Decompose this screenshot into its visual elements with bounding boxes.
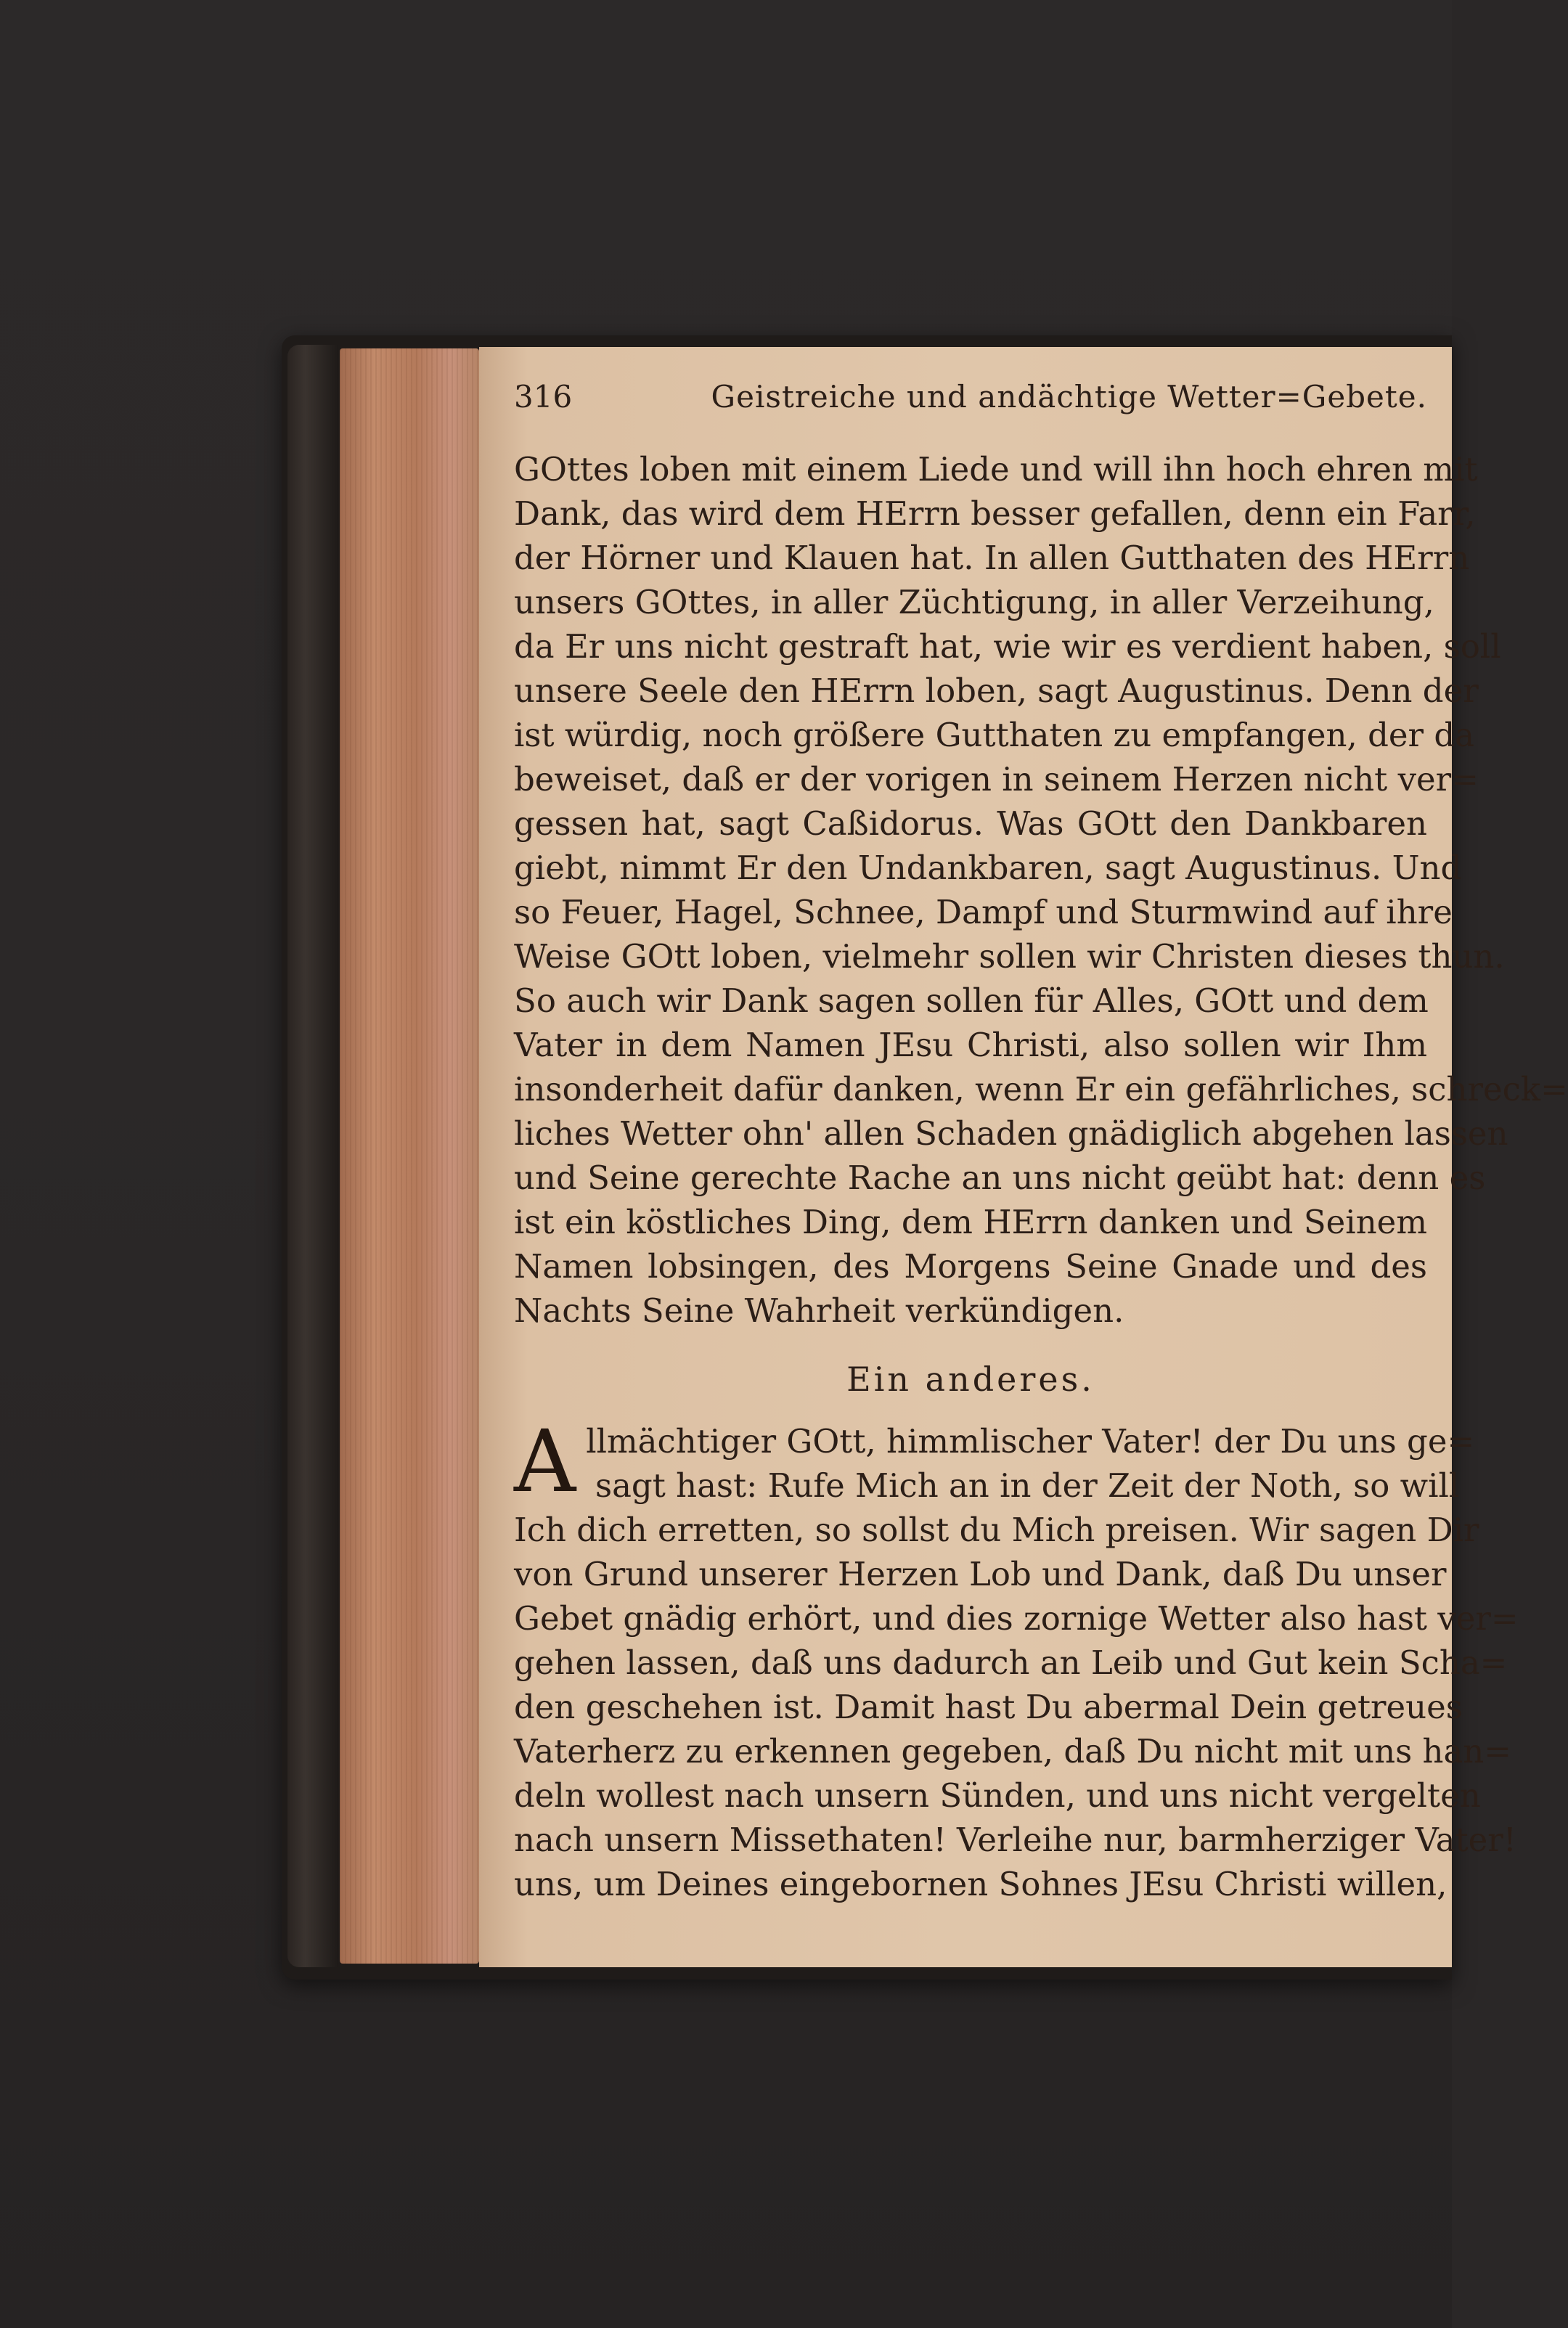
text-line: llmächtiger GOtt, himmlischer Vater! der Du uns ge= [586, 1422, 1475, 1461]
text-line: GOttes loben mit einem Liede und will ihn hoch ehren mit [514, 450, 1478, 489]
section-heading: Ein anderes. [846, 1360, 1095, 1399]
text-line: insonderheit dafür danken, wenn Er ein gefährliches, schreck= [514, 1070, 1568, 1108]
page-number: 316 [514, 379, 573, 414]
text-line: uns, um Deines eingebornen Sohnes JEsu Christi willen, [514, 1865, 1447, 1903]
text-line: Dank, das wird dem HErrn besser gefallen, denn ein Farr, [514, 494, 1476, 533]
text-line: ist würdig, noch größere Gutthaten zu empfangen, der da [514, 716, 1474, 754]
text-line: da Er uns nicht gestraft hat, wie wir es verdient haben, soll [514, 627, 1501, 666]
text-line: der Hörner und Klauen hat. In allen Gutthaten des HErrn [514, 539, 1470, 577]
text-line: Nachts Seine Wahrheit verkündigen. [514, 1291, 1124, 1330]
text-line: und Seine gerechte Rache an uns nicht geübt hat: denn es [514, 1159, 1486, 1197]
text-line: nach unsern Missethaten! Verleihe nur, barmherziger Vater! [514, 1821, 1516, 1859]
prayer-paragraph [514, 1411, 1519, 1906]
text-line: ist ein köstliches Ding, dem HErrn danken und Seinem [514, 1203, 1427, 1241]
book-page [479, 347, 1568, 1967]
text-line: Ich dich erretten, so sollst du Mich preisen. Wir sagen Dir [514, 1511, 1479, 1549]
text-line: unsers GOttes, in aller Züchtigung, in aller Verzeihung, [514, 583, 1434, 621]
text-line: von Grund unserer Herzen Lob und Dank, daß Du unser [514, 1555, 1447, 1593]
text-line: Weise GOtt loben, vielmehr sollen wir Christen dieses thun. [514, 937, 1505, 976]
text-line: so Feuer, Hagel, Schnee, Dampf und Sturmwind auf ihre [514, 893, 1453, 931]
text-line: So auch wir Dank sagen sollen für Alles, GOtt und dem [514, 981, 1429, 1020]
page-body [514, 447, 1568, 1906]
running-title: Geistreiche und andächtige Wetter=Gebete. [711, 379, 1427, 414]
drop-cap: A [514, 1411, 576, 1511]
text-line: Vaterherz zu erkennen gegeben, daß Du nicht mit uns han= [514, 1732, 1511, 1770]
text-line: deln wollest nach unsern Sünden, und uns nicht vergelten [514, 1776, 1481, 1815]
text-line: Gebet gnädig erhört, und dies zornige Wetter also hast ver= [514, 1599, 1519, 1638]
text-line: sagt hast: Rufe Mich an in der Zeit der Noth, so will [595, 1466, 1460, 1505]
text-line: gehen lassen, daß uns dadurch an Leib und Gut kein Scha= [514, 1643, 1508, 1682]
text-line: unsere Seele den HErrn loben, sagt Augustinus. Denn der [514, 671, 1479, 710]
page-header [514, 379, 1427, 422]
text-line: Vater in dem Namen JEsu Christi, also sollen wir Ihm [514, 1026, 1427, 1064]
text-line: beweiset, daß er der vorigen in seinem Herzen nicht ver= [514, 760, 1479, 799]
text-line: gessen hat, sagt Caßidorus. Was GOtt den Dankbaren [514, 804, 1427, 843]
page-edges [340, 348, 479, 1964]
text-line: Namen lobsingen, des Morgens Seine Gnade und des [514, 1247, 1427, 1286]
text-line: den geschehen ist. Damit hast Du abermal Dein getreues [514, 1688, 1463, 1726]
text-line: liches Wetter ohn' allen Schaden gnädiglich abgehen lassen [514, 1114, 1508, 1153]
text-line: giebt, nimmt Er den Undankbaren, sagt Augustinus. Und [514, 849, 1462, 887]
book-cover-edge [287, 345, 338, 1967]
